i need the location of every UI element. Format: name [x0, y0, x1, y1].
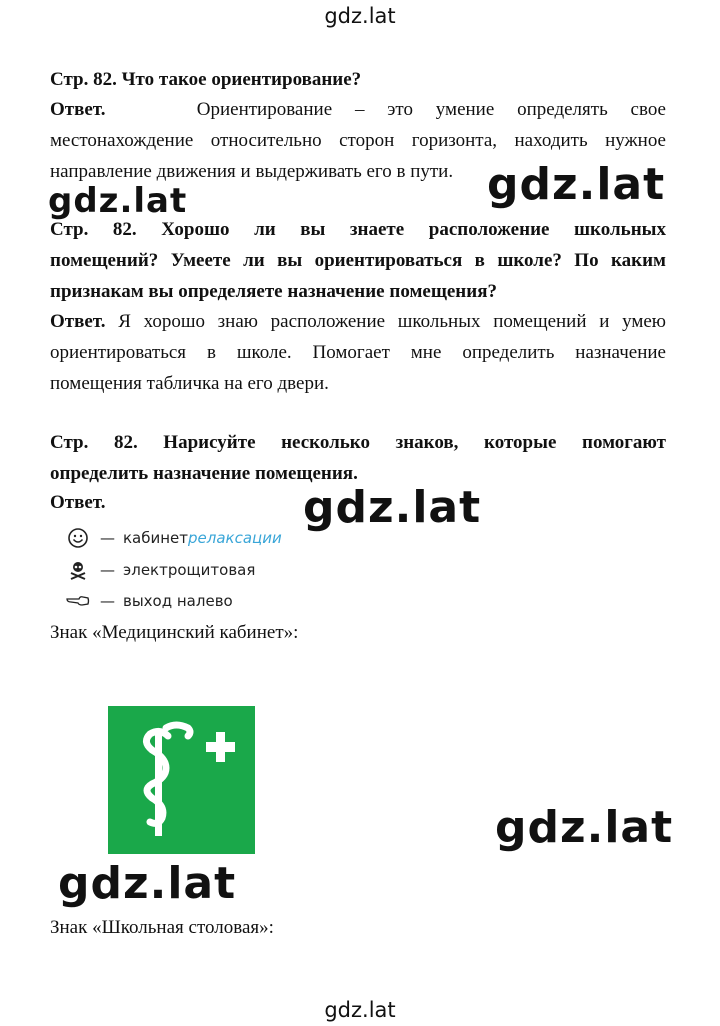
- watermark-overlay-3: gdz.lat: [303, 482, 482, 533]
- watermark-overlay-5: gdz.lat: [58, 858, 237, 909]
- answer-1-line-3: направление движения и выдерживать его в пути.: [50, 161, 454, 182]
- legend-item-electrical: [66, 558, 255, 582]
- pointing-hand-left-icon: [66, 589, 90, 613]
- caduceus-icon: [108, 706, 255, 854]
- question-3-heading: [50, 427, 666, 489]
- legend-text: выход налево: [123, 592, 233, 610]
- answer-1-line-1: [50, 94, 666, 125]
- answer-1-line-2: местонахождение относительно сторон горизонта, находить нужное: [50, 130, 666, 151]
- legend-text: электрощитовая: [123, 561, 256, 579]
- question-1-heading-text: Стр. 82. Что такое ориентирование?: [50, 69, 362, 90]
- answer-2: [50, 306, 666, 399]
- answer-1-label: Ответ.: [50, 99, 106, 120]
- legend-item-exit-left: [66, 589, 233, 613]
- medical-sign-caption: Знак «Медицинский кабинет»:: [50, 622, 299, 643]
- legend-dash: —: [100, 561, 115, 579]
- question-2-line-3: признакам вы определяете назначение помещения?: [50, 281, 497, 302]
- medical-sign: [108, 706, 255, 854]
- legend-dash: —: [100, 529, 115, 547]
- answer-3-label-text: Ответ.: [50, 492, 106, 513]
- smiley-icon: [66, 526, 90, 550]
- legend-item-relaxation: [66, 526, 282, 550]
- answer-2-label: Ответ.: [50, 311, 106, 332]
- watermark-top: gdz.lat: [324, 4, 396, 28]
- watermark-overlay-1: gdz.lat: [48, 181, 188, 221]
- question-2-line-2: помещений? Умеете ли вы ориентироваться в школе? По каким: [50, 250, 666, 271]
- answer-2-line-3: помещения табличка на его двери.: [50, 373, 329, 394]
- answer-2-line-2: ориентироваться в школе. Помогает мне определить назначение: [50, 342, 666, 363]
- answer-1-line-1-text: Ориентирование – это умение определять свое: [196, 99, 666, 120]
- question-3-line-2: определить назначение помещения.: [50, 463, 358, 484]
- canteen-sign-caption: Знак «Школьная столовая»:: [50, 917, 274, 938]
- watermark-bottom: gdz.lat: [324, 998, 396, 1022]
- legend-highlight: релаксации: [188, 529, 282, 547]
- question-3-line-1: Стр. 82. Нарисуйте несколько знаков, которые помогают: [50, 432, 666, 453]
- legend-text: кабинет: [123, 529, 189, 547]
- legend-dash: —: [100, 592, 115, 610]
- skull-crossbones-icon: [66, 558, 90, 582]
- answer-2-line-1: [50, 306, 666, 337]
- question-1-heading: [50, 64, 666, 95]
- watermark-overlay-2: gdz.lat: [487, 159, 666, 210]
- question-2-line-1: Стр. 82. Хорошо ли вы знаете расположение школьных: [50, 219, 666, 240]
- question-2-heading: [50, 214, 666, 307]
- watermark-overlay-4: gdz.lat: [495, 802, 674, 853]
- answer-2-line-1-text: Я хорошо знаю расположение школьных помещений и умею: [118, 311, 666, 332]
